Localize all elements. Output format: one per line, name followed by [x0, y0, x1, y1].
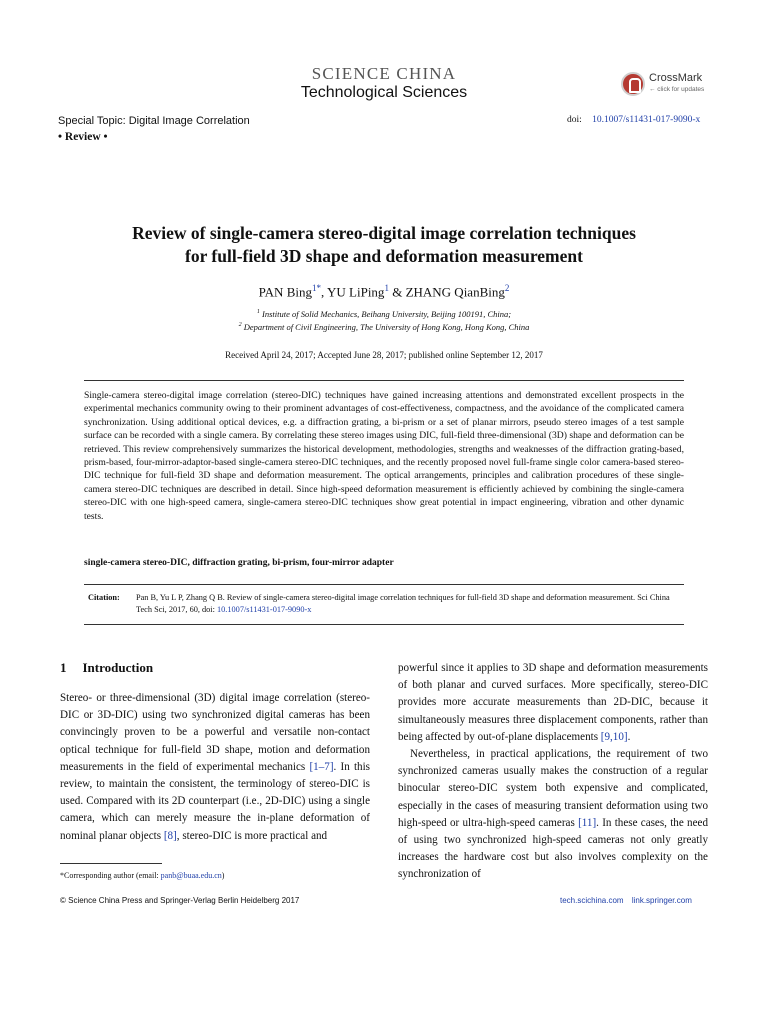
- paragraph: [398, 746, 708, 884]
- author-3-sup[interactable]: 2: [504, 283, 510, 293]
- author-2: YU LiPing: [327, 284, 385, 300]
- special-topic: Special Topic: Digital Image Correlation: [58, 115, 250, 127]
- footer-links: [560, 896, 692, 905]
- author-sep-2: &: [388, 284, 406, 300]
- author-sep-1: ,: [320, 284, 328, 300]
- section-number: 1: [60, 660, 67, 675]
- paragraph-text: Stereo- or three-dimensional (3D) digital image correlation (stereo-DIC or 3D-DIC) using two synchronized digital cameras has been convincingly proven to be a powerful and versatile non-contact optical technique for full-field 3D shape, motion and deformation measurements in the field of experimental mechanics: [60, 692, 370, 773]
- footnote-text: *Corresponding author (email:: [60, 871, 161, 880]
- abstract-top-rule: [84, 380, 684, 381]
- corresponding-author-note: [60, 871, 224, 880]
- citation-text: [136, 592, 684, 616]
- crossmark-badge[interactable]: [621, 70, 716, 98]
- doi-line: [567, 115, 700, 125]
- title-line-1: Review of single-camera stereo-digital image correlation techniques: [132, 223, 636, 243]
- affiliation-1-num: 1: [256, 309, 260, 316]
- section-title: Introduction: [82, 660, 154, 675]
- doi-label: doi:: [567, 115, 582, 125]
- crossmark-label: CrossMark: [649, 72, 703, 84]
- citation-label: Citation:: [88, 593, 120, 602]
- affiliation-1-text: Institute of Solid Mechanics, Beihang University, Beijing 100191, China;: [262, 309, 512, 319]
- doi-link[interactable]: 10.1007/s11431-017-9090-x: [592, 115, 701, 125]
- paragraph-text: . In this review, to maintain the consistent, the terminology of stereo-DIC is used. Compared with its 2D counterpart (i.e., 2D-DIC) using a single camera, which can merely measure the in-plane deformation of nominal planar objects: [60, 760, 370, 842]
- paragraph: [60, 690, 370, 845]
- author-1: PAN Bing: [258, 284, 312, 300]
- review-tag: • Review •: [58, 131, 108, 143]
- author-2-sup[interactable]: 1: [384, 283, 389, 293]
- crossmark-icon: [621, 72, 645, 96]
- affiliation-2: [0, 322, 768, 332]
- citation-bottom-rule: [84, 624, 684, 625]
- email-link[interactable]: panb@buaa.edu.cn: [160, 871, 222, 880]
- footer-link-springer[interactable]: link.springer.com: [631, 896, 692, 905]
- citation-body: Pan B, Yu L P, Zhang Q B. Review of single-camera stereo-digital image correlation techniques for full-field 3D shape and deformation measurement. Sci China Tech Sci, 2017, 60, doi:: [136, 593, 670, 614]
- journal-name: SCIENCE CHINA: [311, 64, 457, 83]
- section-heading: [60, 660, 153, 676]
- crossmark-sub: ← click for updates: [649, 86, 705, 93]
- paragraph: [398, 660, 708, 746]
- ref-link[interactable]: [9,10]: [600, 730, 628, 743]
- body-column-left: [60, 690, 370, 845]
- affiliation-2-text: Department of Civil Engineering, The University of Hong Kong, Hong Kong, China: [243, 322, 530, 332]
- citation-top-rule: [84, 584, 684, 585]
- ref-link[interactable]: [11]: [578, 816, 597, 829]
- received-dates: Received April 24, 2017; Accepted June 28, 2017; published online September 12, 2017: [225, 350, 543, 360]
- title-line-2: for full-field 3D shape and deformation measurement: [185, 246, 583, 266]
- affiliation-2-num: 2: [238, 322, 242, 329]
- journal-subtitle: Technological Sciences: [300, 84, 468, 101]
- footnote-close: ): [221, 871, 225, 880]
- paragraph-text: Nevertheless, in practical applications, the requirement of two synchronized cameras usually makes the construction of a regular binocular stereo-DIC system both expensive and complicated, especially in the cases of measuring transient deformation using two high-speed or ultra-high-speed cameras: [398, 748, 708, 829]
- paragraph-text: .: [627, 730, 631, 743]
- abstract: Single-camera stereo-digital image correlation (stereo-DIC) techniques have gained increasing attentions and demonstrated excellent prospects in the experimental mechanics community owing to their prominent advantages of cost-effectiveness, compactness, and the avoidance of the complicated camera synchronization. Using additional optical devices, e.g. a diffraction grating, a bi-prism or a set of planar mirrors, pseudo stereo images of a test sample surface can be recorded with a single camera. By correlating these stereo images using DIC, full-field three-dimensional (3D) shape and deformation can be retrieved. This review comprehensively summarizes the historical development, methodologies, strengths and weaknesses of the diffraction grating-based, prism-based, four-mirror-adaptor-based single-camera stereo-DIC techniques, and the recently proposed novel full-frame single color camera-based stereo-DIC technique for full-field 3D shape and deformation measurement. The optical arrangements, principles and calibration procedures of these single-camera stereo-DIC techniques are described in detail. Since high-speed deformation measurement is efficiently achieved by combining the single-camera stereo-DIC with one high-speed camera, single-camera stereo-DIC techniques show great potential in impact engineering, vibration and other dynamic tests.: [84, 390, 684, 522]
- affiliation-1: [0, 309, 768, 319]
- author-1-sup[interactable]: 1*: [311, 283, 321, 293]
- paragraph-text: , stereo-DIC is more practical and: [176, 829, 328, 842]
- ref-link[interactable]: [8]: [163, 829, 177, 842]
- ref-link[interactable]: [1–7]: [309, 760, 334, 773]
- author-list: [0, 283, 768, 300]
- body-column-right: [398, 660, 708, 884]
- paper-title: [60, 222, 708, 268]
- citation-doi-link[interactable]: 10.1007/s11431-017-9090-x: [217, 605, 312, 614]
- paragraph-text: powerful since it applies to 3D shape and deformation measurements of both planar and curved surfaces. More specifically, stereo-DIC provides more accurate measurements than 2D-DIC, because it simultaneously measures three displacement components, rather than being affected by out-of-plane displacements: [398, 662, 708, 743]
- author-3: ZHANG QianBing: [405, 284, 505, 300]
- paragraph-text: . In these cases, the need of using two synchronized high-speed cameras not only greatly increases the hardware cost but also involves complexity on the synchronization of: [398, 816, 708, 881]
- footnote-rule: [60, 863, 162, 864]
- footer-link-scichina[interactable]: tech.scichina.com: [560, 896, 624, 905]
- copyright: © Science China Press and Springer-Verlag Berlin Heidelberg 2017: [60, 896, 300, 905]
- keywords: single-camera stereo-DIC, diffraction grating, bi-prism, four-mirror adapter: [84, 558, 394, 568]
